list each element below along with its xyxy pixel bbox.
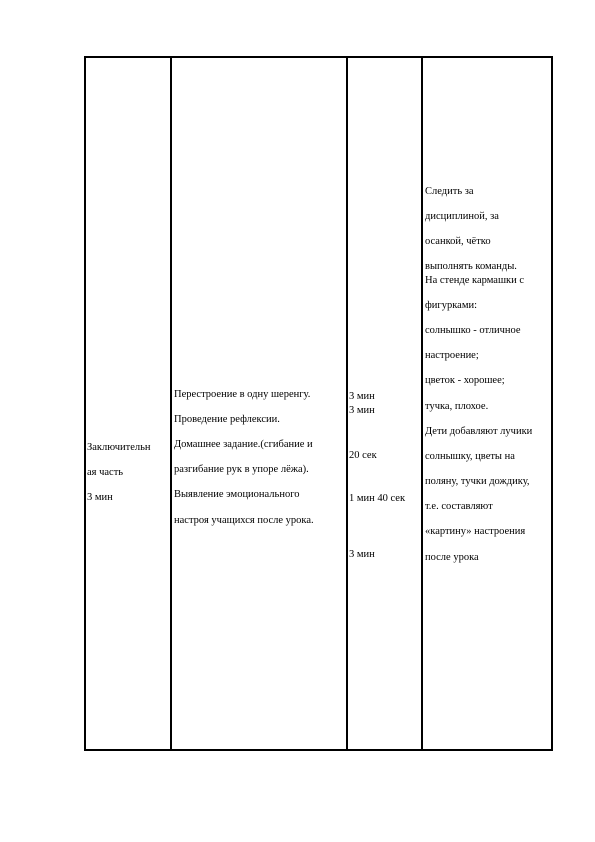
content-line: Домашнее задание.(сгибание и: [174, 438, 313, 450]
note-line: после урока: [425, 551, 479, 563]
note-line: фигурками:: [425, 299, 478, 311]
table-right-border: [551, 56, 553, 751]
column-divider-2: [346, 56, 348, 751]
note-line: «картину» настроения: [425, 526, 526, 538]
note-line: Дети добавляют лучики: [425, 425, 533, 437]
timing-item: 3 мин: [349, 391, 375, 402]
notes-block-reflection: [425, 262, 532, 577]
column-divider-3: [421, 56, 423, 751]
column-divider-1: [170, 56, 172, 751]
note-line: дисциплиной, за: [425, 210, 499, 222]
lesson-table: [84, 56, 553, 751]
table-bottom-border: [84, 749, 553, 751]
content-line: Выявление эмоционального: [174, 489, 300, 501]
section-cell: [87, 429, 151, 517]
note-line: настроение;: [425, 350, 479, 362]
section-line: ая часть: [87, 466, 124, 478]
content-line: Перестроение в одну шеренгу.: [174, 388, 311, 400]
timing-item: 3 мин: [349, 549, 375, 560]
timing-item: 20 сек: [349, 450, 377, 461]
timing-item: 3 мин: [349, 405, 375, 416]
note-line: осанкой, чётко: [425, 235, 491, 247]
content-cell: [174, 376, 314, 540]
table-left-border: [84, 56, 86, 751]
note-line: Следить за: [425, 185, 474, 197]
content-line: Проведение рефлексии.: [174, 413, 280, 425]
table-top-border: [84, 56, 553, 58]
section-line: Заключительн: [87, 441, 151, 453]
note-line: т.е. составляют: [425, 501, 493, 513]
content-line: настроя учащихся после урока.: [174, 514, 314, 526]
note-line: поляну, тучки дождику,: [425, 476, 530, 488]
note-line: На стенде кармашки с: [425, 274, 525, 286]
note-line: выполнять команды.: [425, 261, 517, 273]
note-line: солнышку, цветы на: [425, 450, 515, 462]
note-line: солнышко - отличное: [425, 324, 521, 336]
timing-item: 1 мин 40 сек: [349, 493, 406, 504]
note-line: цветок - хорошее;: [425, 375, 505, 387]
content-line: разгибание рук в упоре лёжа).: [174, 464, 309, 476]
note-line: тучка, плохое.: [425, 400, 489, 412]
section-duration: 3 мин: [87, 491, 113, 503]
